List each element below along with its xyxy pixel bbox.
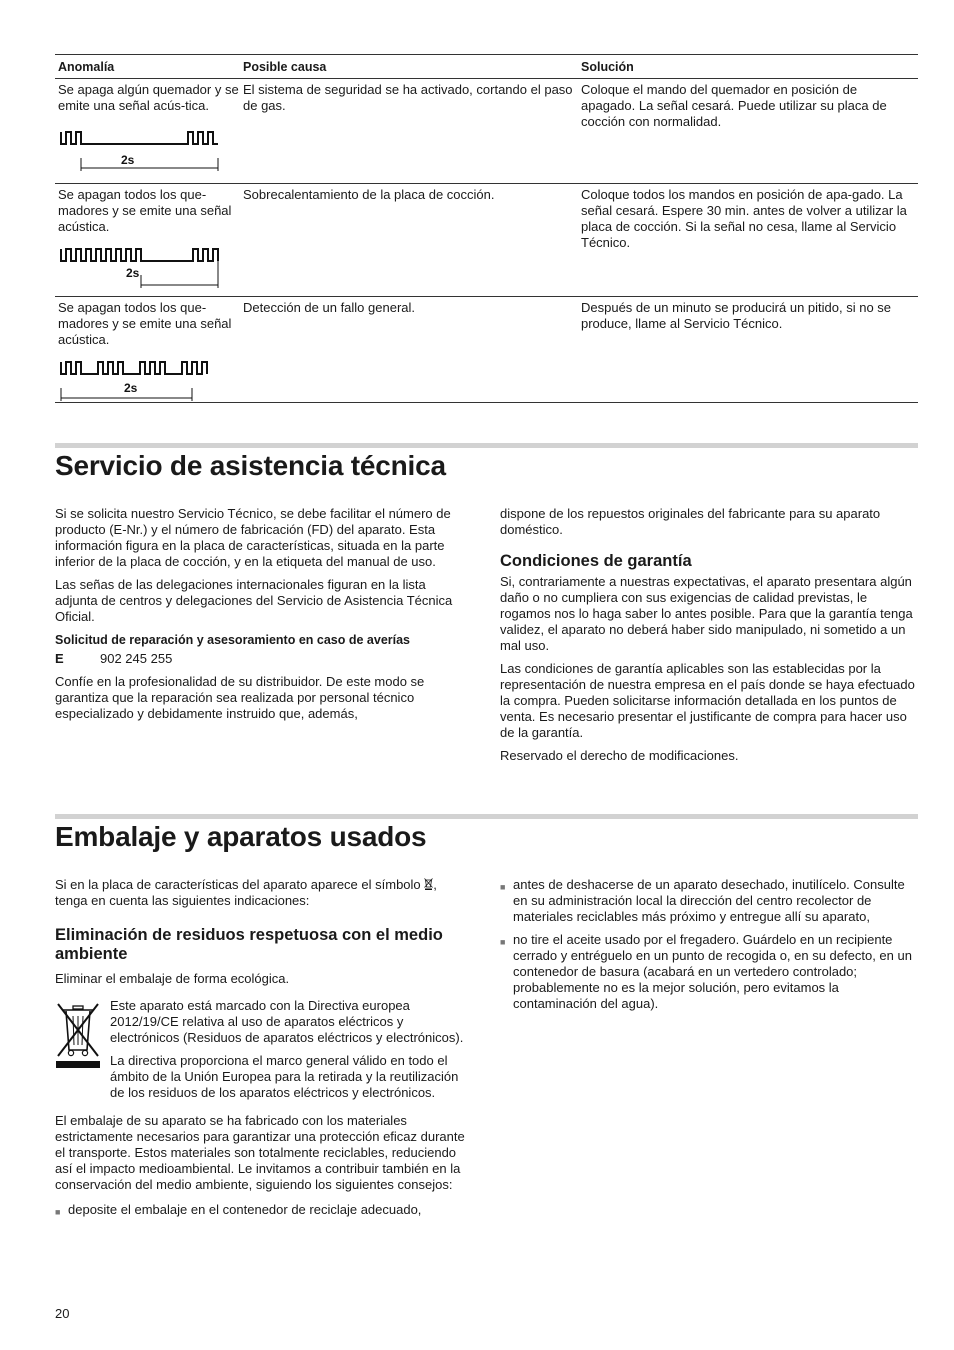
signal-pattern-icon [58, 358, 224, 402]
country-code: E [55, 651, 64, 666]
cell-anomalia: Se apagan todos los que-madores y se emite una señal acústica. [58, 187, 232, 234]
bullet-icon: ■ [500, 882, 506, 892]
list-item: ■ antes de deshacerse de un aparato desechado, inutilícelo. Consulte en su administración local la dirección del centro recolector de materiales reciclables más próximo y entregue allí su aparato, [500, 877, 905, 924]
paragraph: Confíe en la profesionalidad de su distribuidor. De este modo se garantiza que la reparación sea realizada por personal técnico especializado y debidamente instruido que, además, [55, 674, 425, 721]
garantia-title: Condiciones de garantía [500, 552, 692, 570]
embalaje-right-column [500, 877, 915, 1012]
header-solucion: Solución [581, 59, 634, 74]
paragraph: Las señas de las delegaciones internacionales figuran en la lista adjunta de centros y delegaciones del Servicio de Asistencia Técnica Oficial. [55, 577, 453, 624]
solicitud-heading: Solicitud de reparación y asesoramiento en caso de averías [55, 633, 411, 647]
page-number: 20 [55, 1306, 70, 1321]
header-anomalia: Anomalía [58, 59, 115, 74]
paragraph: El embalaje de su aparato se ha fabricado con los materiales estrictamente necesarios para garantizar una protección eficaz durante el transporte. Estos materiales son totalmente reciclables, reduciendo así el impacto medioambiental. Le invitamos a contribuir también en la conservación del medio ambiente, siguiendo los siguientes consejos: [55, 1113, 465, 1192]
cell-solucion: Coloque el mando del quemador en posición de apagado. La señal cesará. Puede utilizar su placa de cocción con normalidad. [581, 82, 887, 129]
section-divider [55, 814, 918, 819]
cell-solucion: Coloque todos los mandos en posición de apa-gado. La señal cesará. Espere 30 min. antes de volver a utilizar la placa de cocción. Si la señal no cesa, llame al Servicio Técnico. [581, 187, 907, 250]
bullet-icon: ■ [500, 937, 506, 947]
bullet-icon: ■ [55, 1207, 61, 1217]
table-row [55, 297, 918, 403]
cell-solucion: Después de un minuto se producirá un pitido, si no se produce, llame al Servicio Técnico. [581, 300, 892, 331]
crossed-bin-icon [55, 1002, 101, 1070]
embalaje-left-column [55, 877, 470, 1220]
paragraph: Si se solicita nuestro Servicio Técnico, se debe facilitar el número de producto (E-Nr.) y el número de fabricación (FD) del aparato. Esta información figura en la placa de características, situada en la parte inferior de la placa de cocción, y en la etiqueta del manual de uso. [55, 506, 451, 569]
paragraph: Las condiciones de garantía aplicables son las establecidas por la representación de nuestra empresa en el país donde se haya efectuado la compra. Pueden solicitarse información detallada en los puntos de venta. Es necesario presentar el justificante de compra para hacer uso de la garantía. [500, 661, 915, 740]
table-row [55, 184, 918, 297]
paragraph: La directiva proporciona el marco general válido en todo el ámbito de la Unión Europea para la retirada y la reutilización de los residuos de los aparatos eléctricos y electrónicos. [110, 1053, 459, 1100]
intro-paragraph: Si en la placa de características del aparato aparece el símbolo , tenga en cuenta las siguientes indicaciones: [55, 877, 437, 908]
signal-pattern-icon [58, 128, 224, 172]
phone-number: 902 245 255 [100, 651, 173, 666]
cell-causa: Detección de un fallo general. [243, 300, 416, 315]
servicio-right-column [500, 506, 915, 771]
cell-causa: El sistema de seguridad se ha activado, cortando el paso de gas. [243, 82, 573, 113]
header-causa: Posible causa [243, 59, 327, 74]
paragraph: Si, contrariamente a nuestras expectativas, el aparato presentara algún daño o no cumpliera con sus exigencias de calidad previstas, le rogamos nos lo haga saber lo antes posible. Para que la garantía tenga validez, el aparato no deberá haber sido manipulado, ni sometido a un mal uso. [500, 574, 913, 653]
section-title-servicio: Servicio de asistencia técnica [55, 450, 446, 481]
table-header [55, 55, 918, 79]
list-item: ■ no tire el aceite usado por el fregadero. Guárdelo en un recipiente cerrado y entréguelo en un punto de recogida o, en su defecto, en un contenedor de basura (acabará en un vertedero controlado; probablemente no es la mejor solución, pero evitamos la contaminación del agua). [500, 932, 912, 1011]
eliminacion-title: Eliminación de residuos respetuosa con el medio ambiente [55, 926, 443, 963]
section-title-embalaje: Embalaje y aparatos usados [55, 821, 427, 852]
cell-anomalia: Se apaga algún quemador y se emite una señal acús-tica. [58, 82, 239, 113]
signal-label: 2s [124, 381, 138, 395]
table-row [55, 79, 918, 184]
cell-causa: Sobrecalentamiento de la placa de cocción. [243, 187, 495, 202]
weee-block [55, 998, 470, 1101]
paragraph: Eliminar el embalaje de forma ecológica. [55, 971, 290, 986]
section-divider [55, 443, 918, 448]
list-item: ■ deposite el embalaje en el contenedor de reciclaje adecuado, [55, 1202, 470, 1220]
troubleshooting-table [55, 54, 918, 403]
cell-anomalia: Se apagan todos los que-madores y se emite una señal acústica. [58, 300, 232, 347]
phone-line [55, 651, 470, 667]
signal-label: 2s [121, 153, 135, 167]
paragraph: dispone de los repuestos originales del fabricante para su aparato doméstico. [500, 506, 881, 537]
servicio-left-column [55, 506, 470, 729]
signal-pattern-icon [58, 245, 224, 289]
paragraph: Este aparato está marcado con la Directiva europea 2012/19/CE relativa al uso de aparatos eléctricos y electrónicos (Residuos de aparatos eléctricos y electrónicos). [110, 998, 464, 1045]
weee-symbol-icon [424, 878, 433, 890]
paragraph: Reservado el derecho de modificaciones. [500, 748, 739, 763]
signal-label: 2s [126, 266, 140, 280]
